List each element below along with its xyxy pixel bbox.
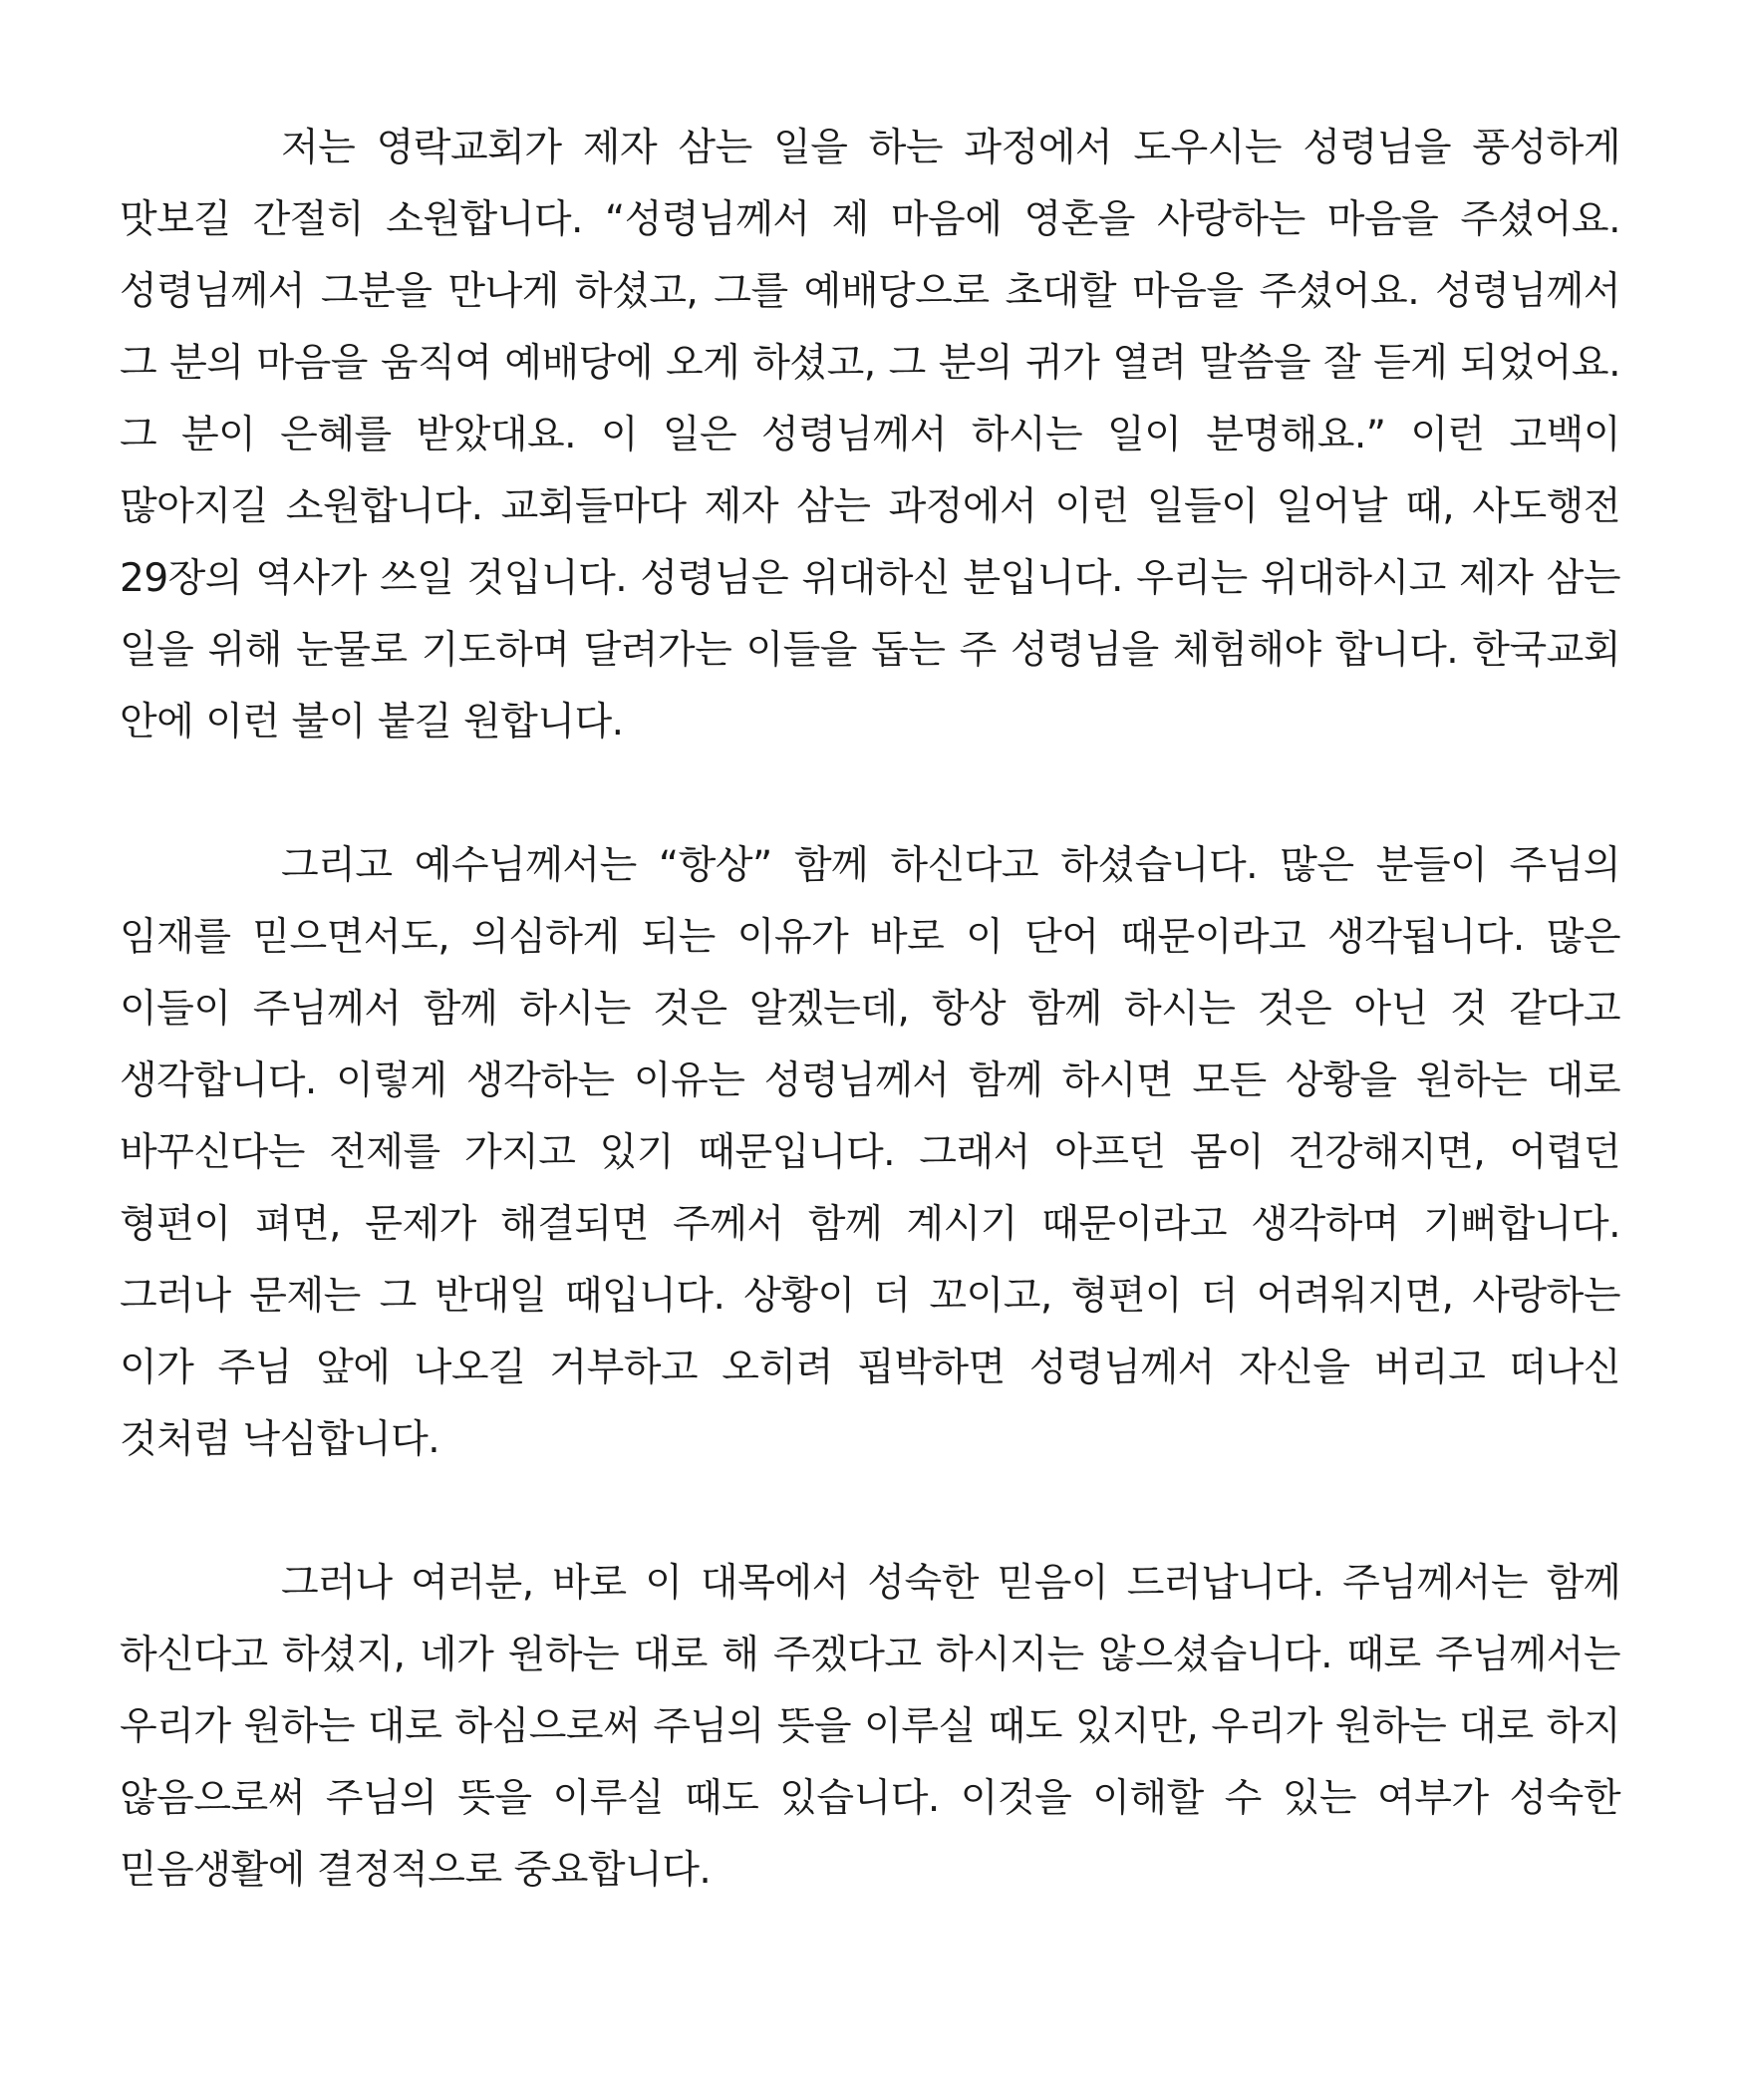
paragraph-1: 저는 영락교회가 제자 삼는 일을 하는 과정에서 도우시는 성령님을 풍성하게 맛보길 간절히 소원합니다. “성령님께서 제 마음에 영혼을 사랑하는 마음을 주셨어요. 성령님께서 그분을 만나게 하셨고, 그를 예배당으로 초대할 마음을 주셨어요. 성령님께서 그 분의 마음을 움직여 예배당에 오게 하셨고, 그 분의 귀가 열려 말씀을 잘 듣게 되었어요. 그 분이 은혜를 받았대요. 이 일은 성령님께서 하시는 일이 분명해요.” 이런 고백이 많아지길 소원합니다. 교회들마다 제자 삼는 과정에서 이런 일들이 일어날 때, 사도행전 29장의 역사가 쓰일 것입니다. 성령님은 위대하신 분입니다. 우리는 위대하시고 제자 삼는 일을 위해 눈물로 기도하며 달려가는 이들을 돕는 주 성령님을 체험해야 합니다. 한국교회 안에 이런 불이 붙길 원합니다.	[120, 126, 1620, 745]
paragraph-2: 그리고 예수님께서는 “항상” 함께 하신다고 하셨습니다. 많은 분들이 주님의 임재를 믿으면서도, 의심하게 되는 이유가 바로 이 단어 때문이라고 생각됩니다. 많은 이들이 주님께서 함께 하시는 것은 알겠는데, 항상 함께 하시는 것은 아닌 것 같다고 생각합니다. 이렇게 생각하는 이유는 성령님께서 함께 하시면 모든 상황을 원하는 대로 바꾸신다는 전제를 가지고 있기 때문입니다. 그래서 아프던 몸이 건강해지면, 어렵던 형편이 펴면, 문제가 해결되면 주께서 함께 계시기 때문이라고 생각하며 기뻐합니다. 그러나 문제는 그 반대일 때입니다. 상황이 더 꼬이고, 형편이 더 어려워지면, 사랑하는 이가 주님 앞에 나오길 거부하고 오히려 핍박하면 성령님께서 자신을 버리고 떠나신 것처럼 낙심합니다.	[120, 843, 1620, 1462]
paragraph-3: 그러나 여러분, 바로 이 대목에서 성숙한 믿음이 드러납니다. 주님께서는 함께 하신다고 하셨지, 네가 원하는 대로 해 주겠다고 하시지는 않으셨습니다. 때로 주님께서는 우리가 원하는 대로 하심으로써 주님의 뜻을 이루실 때도 있지만, 우리가 원하는 대로 하지 않음으로써 주님의 뜻을 이루실 때도 있습니다. 이것을 이해할 수 있는 여부가 성숙한 믿음생활에 결정적으로 중요합니다.	[120, 1561, 1620, 1893]
document-page	[120, 113, 1620, 1907]
